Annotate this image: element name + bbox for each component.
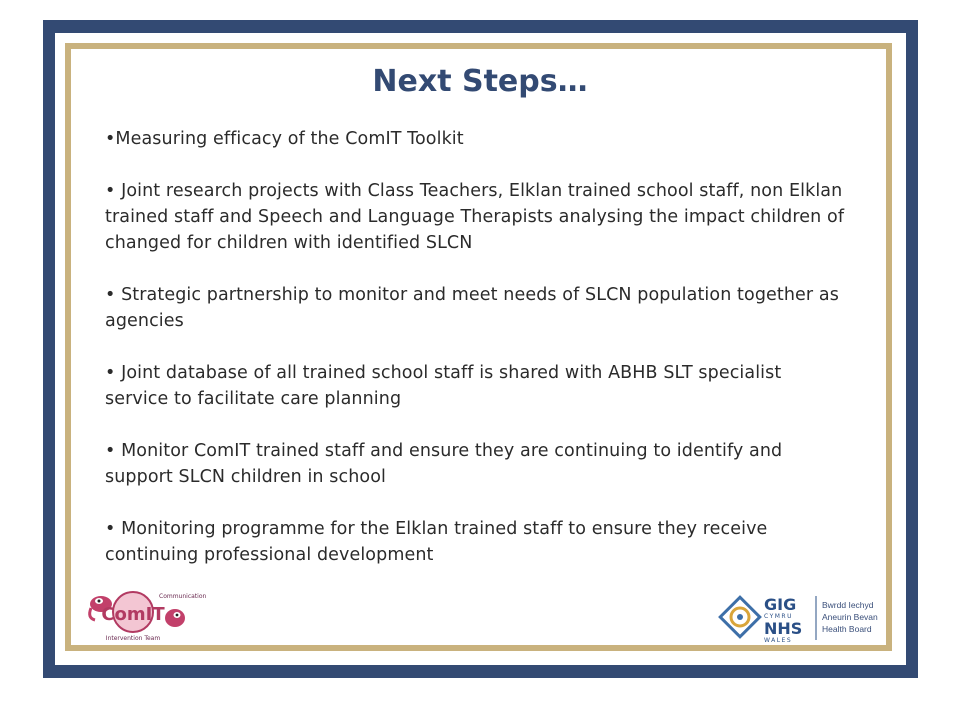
bullet-item: • Monitor ComIT trained staff and ensure they are continuing to identify and support SLCN children in school	[105, 441, 783, 487]
nhs-wales-logo	[718, 590, 878, 644]
comit-logo-sub1: Communication	[159, 593, 207, 600]
health-board-line: Aneurin Bevan	[822, 612, 878, 622]
cymru-text: CYMRU	[764, 613, 793, 620]
bullet-item: • Strategic partnership to monitor and meet needs of SLCN population together as agencies	[105, 285, 839, 331]
slide-title: Next Steps…	[372, 64, 588, 99]
bullet-item: • Joint research projects with Class Teachers, Elklan trained school staff, non Elklan trained staff and Speech and Language Therapists analysing the impact children of changed for children with identified SLCN	[105, 181, 845, 253]
comit-logo-graphic	[83, 584, 207, 644]
health-board-line: Health Board	[822, 624, 872, 634]
health-board-line: Bwrdd Iechyd	[822, 600, 874, 610]
gig-text: GIG	[764, 595, 797, 614]
bullet-item: • Joint database of all trained school staff is shared with ABHB SLT specialist service to facilitate care planning	[105, 363, 782, 409]
bullet-item: •Measuring efficacy of the ComIT Toolkit	[105, 129, 464, 149]
comit-logo	[83, 584, 207, 644]
health-board-name	[822, 599, 878, 635]
wales-text: WALES	[764, 637, 793, 644]
celtic-knot-icon	[718, 590, 818, 644]
bullet-list	[105, 126, 850, 594]
comit-logo-name: ComIT	[101, 604, 165, 625]
comit-logo-sub2: Intervention Team	[105, 635, 161, 642]
nhs-text: NHS	[764, 619, 803, 638]
bullet-item: • Monitoring programme for the Elklan trained staff to ensure they receive continuing professional development	[105, 519, 768, 565]
